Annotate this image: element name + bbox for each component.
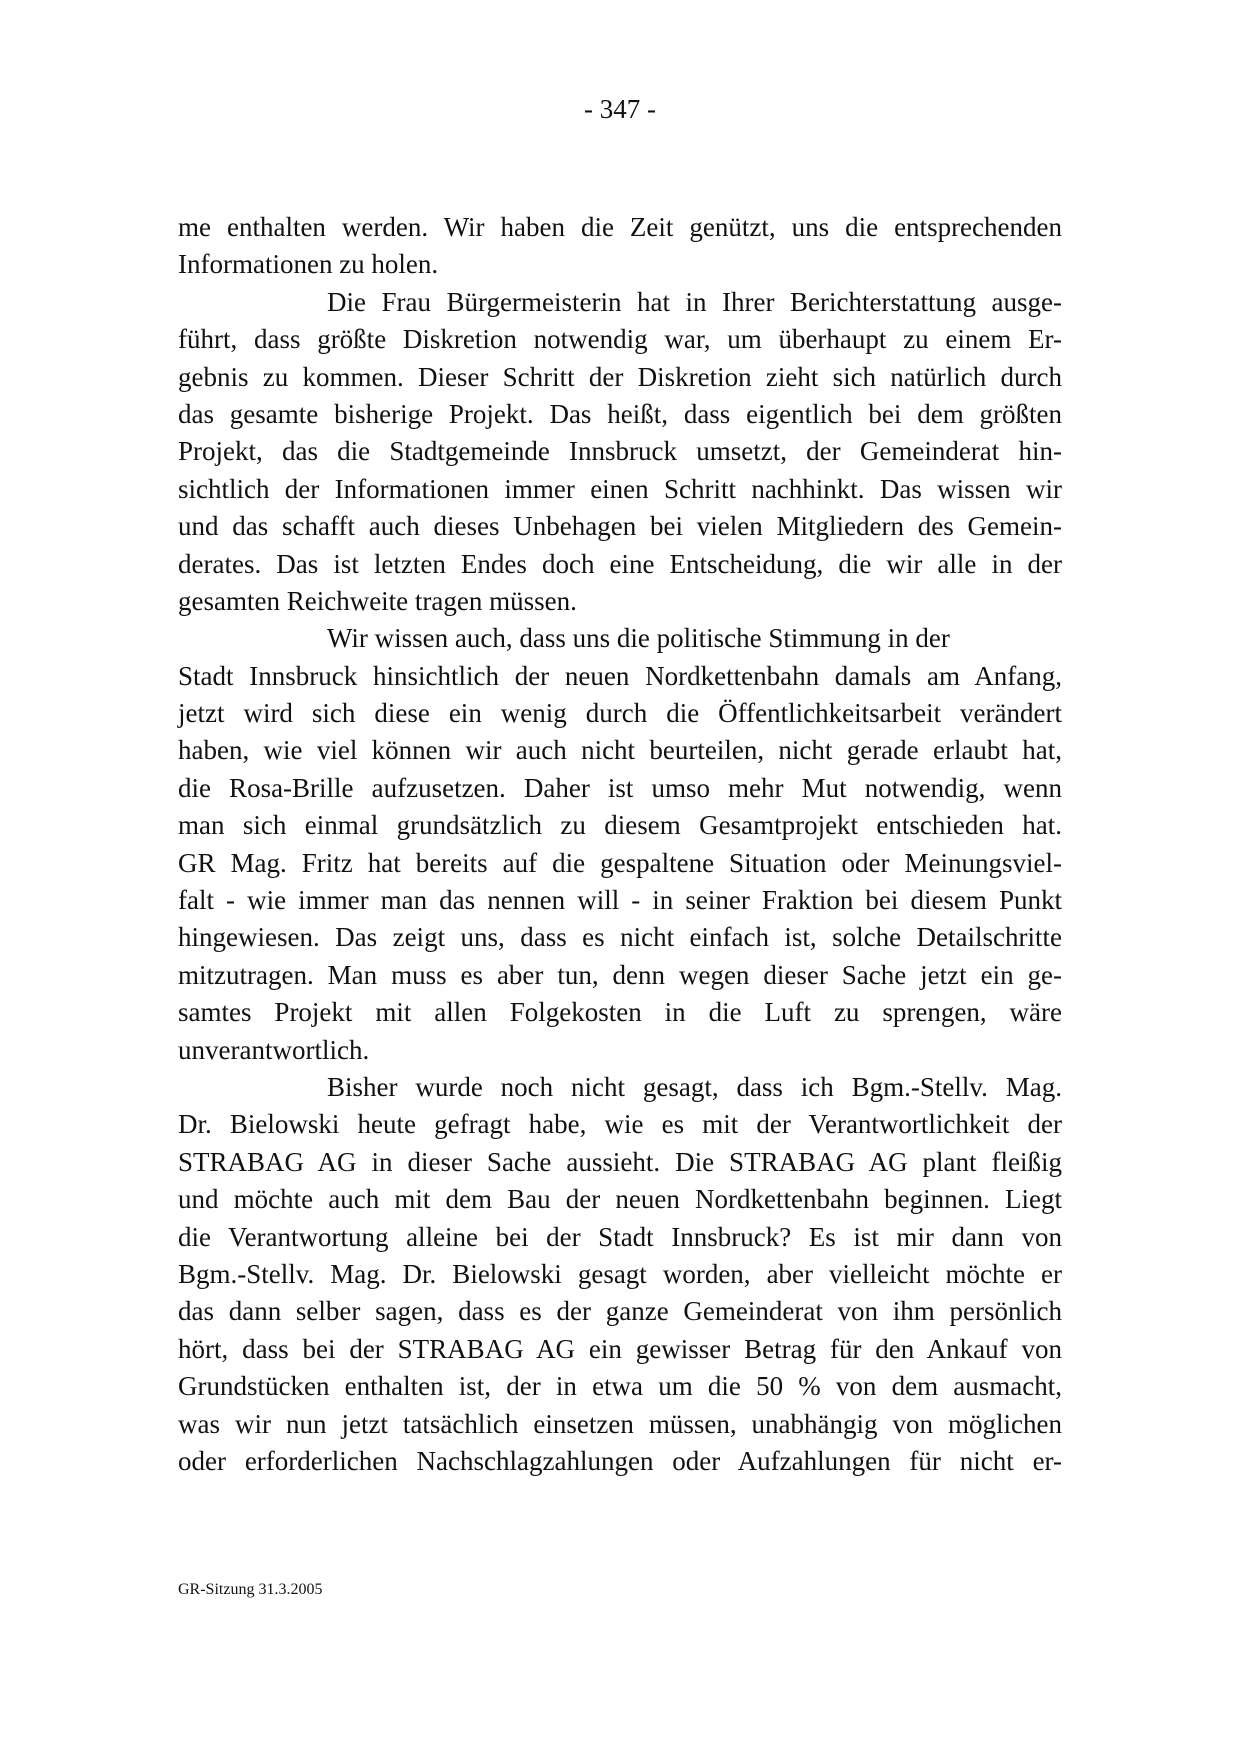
text-line: derates. Das ist letzten Endes doch eine Entscheidung, die wir alle in der bbox=[178, 548, 1062, 579]
text-line: hingewiesen. Das zeigt uns, dass es nicht einfach ist, solche Detailschritte bbox=[178, 922, 1062, 953]
text-line: Die Frau Bürgermeisterin hat in Ihrer Berichterstattung ausge- bbox=[327, 286, 1062, 317]
text-line: haben, wie viel können wir auch nicht beurteilen, nicht gerade erlaubt hat, bbox=[178, 735, 1062, 766]
text-line: me enthalten werden. Wir haben die Zeit genützt, uns die entsprechenden bbox=[178, 212, 1062, 242]
text-line: das dann selber sagen, dass es der ganze Gemeinderat von ihm persönlich bbox=[178, 1296, 1062, 1327]
text-line: falt - wie immer man das nennen will - in seiner Fraktion bei diesem Punkt bbox=[178, 885, 1062, 916]
text-line: Stadt Innsbruck hinsichtlich der neuen Nordkettenbahn damals am Anfang, bbox=[178, 660, 1062, 691]
text-line: samtes Projekt mit allen Folgekosten in die Luft zu sprengen, wäre bbox=[178, 997, 1062, 1028]
text-line: das gesamte bisherige Projekt. Das heißt, dass eigentlich bei dem größten bbox=[178, 398, 1062, 429]
text-line: hört, dass bei der STRABAG AG ein gewisser Betrag für den Ankauf von bbox=[178, 1333, 1062, 1364]
text-line: STRABAG AG in dieser Sache aussieht. Die STRABAG AG plant fleißig bbox=[178, 1146, 1062, 1177]
text-line: unverantwortlich. bbox=[178, 1034, 370, 1065]
text-line: und möchte auch mit dem Bau der neuen Nordkettenbahn beginnen. Liegt bbox=[178, 1184, 1062, 1215]
text-line: mitzutragen. Man muss es aber tun, denn wegen dieser Sache jetzt ein ge- bbox=[178, 959, 1062, 990]
page-number: - 347 - bbox=[584, 94, 656, 124]
text-line: man sich einmal grundsätzlich zu diesem Gesamtprojekt entschieden hat. bbox=[178, 810, 1062, 841]
text-line: Projekt, das die Stadtgemeinde Innsbruck umsetzt, der Gemeinderat hin- bbox=[178, 436, 1062, 467]
text-line: die Verantwortung alleine bei der Stadt Innsbruck? Es ist mir dann von bbox=[178, 1221, 1062, 1252]
text-line: gebnis zu kommen. Dieser Schritt der Diskretion zieht sich natürlich durch bbox=[178, 361, 1062, 392]
text-line: Wir wissen auch, dass uns die politische Stimmung in der bbox=[327, 623, 950, 654]
text-line: Informationen zu holen. bbox=[178, 249, 439, 280]
text-line: was wir nun jetzt tatsächlich einsetzen müssen, unabhängig von möglichen bbox=[178, 1408, 1062, 1439]
text-line: GR Mag. Fritz hat bereits auf die gespaltene Situation oder Meinungsviel- bbox=[178, 847, 1062, 878]
text-line: Grundstücken enthalten ist, der in etwa um die 50 % von dem ausmacht, bbox=[178, 1371, 1062, 1402]
text-line: und das schafft auch dieses Unbehagen bei vielen Mitgliedern des Gemein- bbox=[178, 511, 1062, 542]
body-text bbox=[178, 209, 1062, 1480]
text-line: sichtlich der Informationen immer einen Schritt nachhinkt. Das wissen wir bbox=[178, 473, 1062, 504]
text-line: oder erforderlichen Nachschlagzahlungen oder Aufzahlungen für nicht er- bbox=[178, 1445, 1062, 1476]
text-line: führt, dass größte Diskretion notwendig war, um überhaupt zu einem Er- bbox=[178, 324, 1062, 355]
text-line: jetzt wird sich diese ein wenig durch die Öffentlichkeitsarbeit verändert bbox=[178, 698, 1062, 729]
text-line: Dr. Bielowski heute gefragt habe, wie es mit der Verantwortlichkeit der bbox=[178, 1109, 1062, 1140]
text-line: die Rosa-Brille aufzusetzen. Daher ist umso mehr Mut notwendig, wenn bbox=[178, 772, 1062, 803]
text-line: Bisher wurde noch nicht gesagt, dass ich Bgm.-Stellv. Mag. bbox=[327, 1071, 1062, 1102]
footer-session-date: GR-Sitzung 31.3.2005 bbox=[178, 1581, 323, 1598]
text-line: Bgm.-Stellv. Mag. Dr. Bielowski gesagt worden, aber vielleicht möchte er bbox=[178, 1258, 1062, 1289]
text-line: gesamten Reichweite tragen müssen. bbox=[178, 585, 577, 616]
